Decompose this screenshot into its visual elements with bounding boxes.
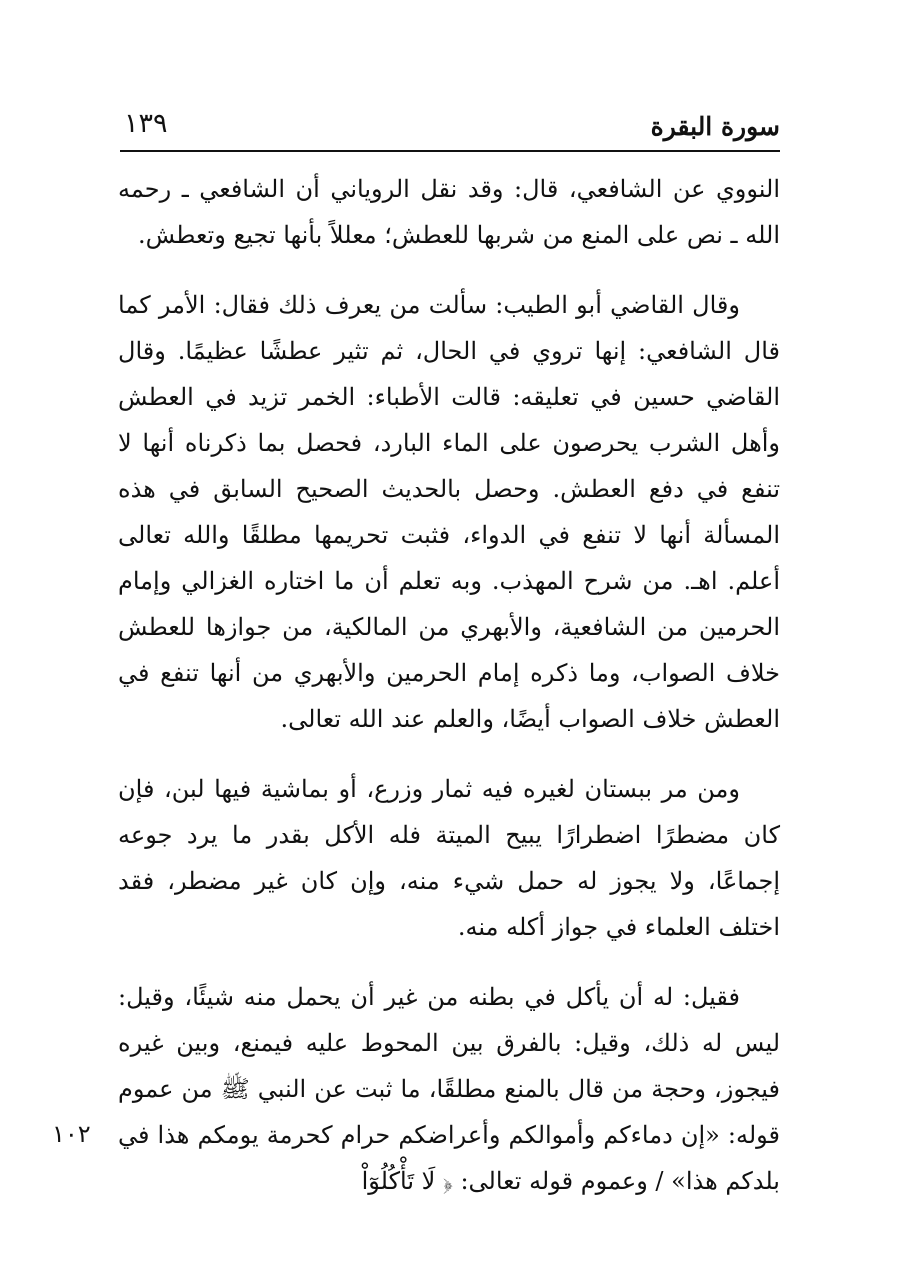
paragraph: النووي عن الشافعي، قال: وقد نقل الروياني أن الشافعي ـ رحمه الله ـ نص على المنع من شربها للعطش؛ معللاً بأنها تجيع وتعطش. xyxy=(118,175,780,249)
running-header xyxy=(120,108,780,148)
paragraph: فقيل: له أن يأكل في بطنه من غير أن يحمل منه شيئًا، وقيل: ليس له ذلك، وقيل: بالفرق بين المحوط عليه فيمنع، وبين غيره فيجوز، وحجة من قال بالمنع مطلقًا، ما ثبت عن النبي ﷺ من عموم قوله: «إن دماءكم وأموالكم وأعراضكم حرام كحرمة يومكم هذا في بلدكم هذا» / وعموم قوله تعالى: ﴿ لَا تَأْكُلُوٓاْ xyxy=(118,983,781,1195)
body-text xyxy=(118,166,780,1204)
header-divider xyxy=(120,150,780,152)
margin-page-reference: ١٠٢ xyxy=(52,1120,91,1148)
paragraph-gap xyxy=(118,742,780,766)
page-number: ١٣٩ xyxy=(124,108,168,139)
paragraph: وقال القاضي أبو الطيب: سألت من يعرف ذلك فقال: الأمر كما قال الشافعي: إنها تروي في الحال، ثم تثير عطشًا عظيمًا. وقال القاضي حسين في تعليقه: قالت الأطباء: الخمر تزيد في العطش وأهل الشرب يحرصون على الماء البارد، فحصل بما ذكرناه أنها لا تنفع في دفع العطش. وحصل بالحديث الصحيح السابق في هذه المسألة أنها لا تنفع في الدواء، فثبت تحريمها مطلقًا والله تعالى أعلم. اهـ. من شرح المهذب. وبه تعلم أن ما اختاره الغزالي وإمام الحرمين من الشافعية، والأبهري من المالكية، من جوازها للعطش خلاف الصواب، وما ذكره إمام الحرمين والأبهري من أنها تنفع في العطش خلاف الصواب أيضًا، والعلم عند الله تعالى. xyxy=(118,291,781,733)
paragraph: ومن مر ببستان لغيره فيه ثمار وزرع، أو بماشية فيها لبن، فإن كان مضطرًا اضطرارًا يبيح الميتة فله الأكل بقدر ما يرد جوعه إجماعًا، ولا يجوز له حمل شيء منه، وإن كان غير مضطر، فقد اختلف العلماء في جواز أكله منه. xyxy=(118,775,781,941)
paragraph-gap xyxy=(118,950,780,974)
paragraph-gap xyxy=(118,258,780,282)
surah-title: سورة البقرة xyxy=(650,112,780,141)
